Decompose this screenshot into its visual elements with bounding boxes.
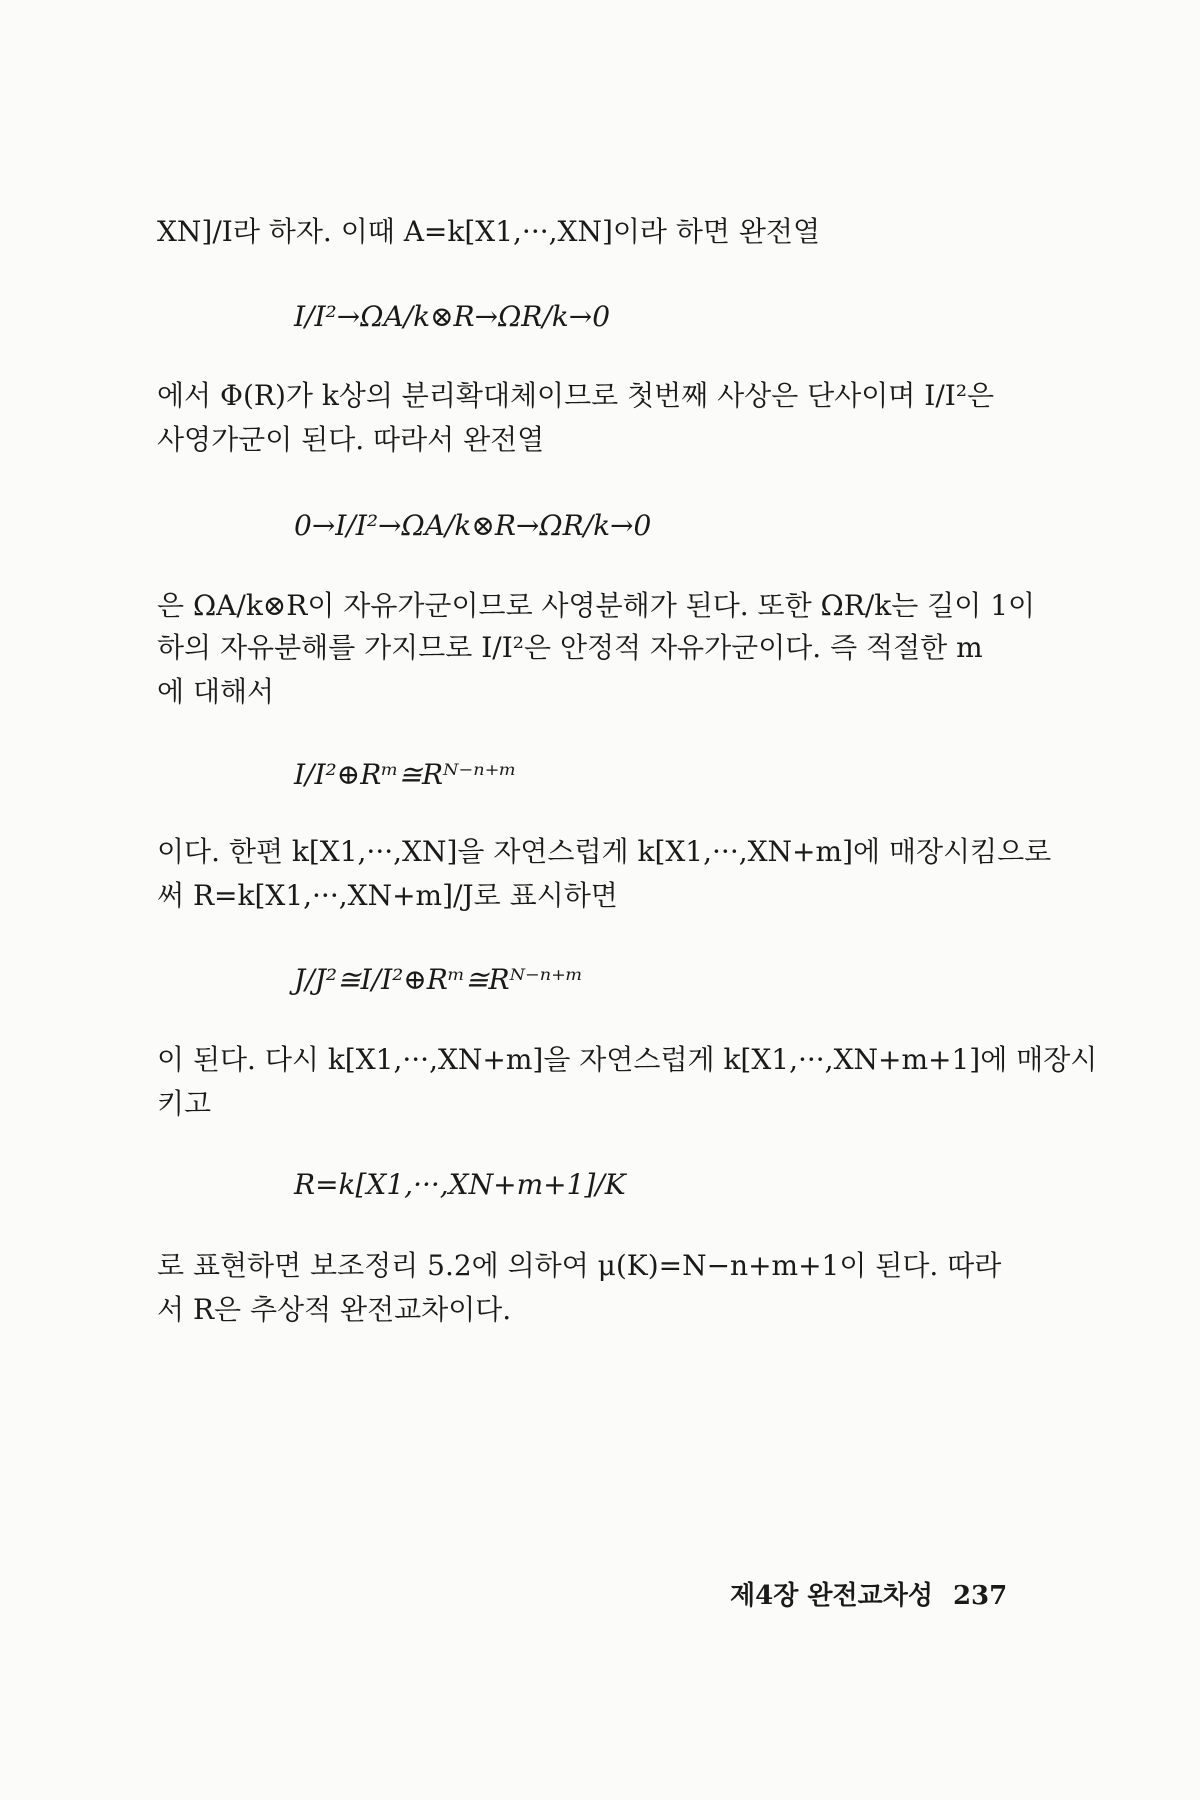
text-line-10: 키고 xyxy=(157,1087,212,1120)
text-line-4: 은 ΩA/k⊗R이 자유가군이므로 사영분해가 된다. 또한 ΩR/k는 길이 1이 xyxy=(157,589,1036,622)
text-line-8: 써 R=k[X1,···,XN+m]/J로 표시하면 xyxy=(157,879,618,912)
page-footer xyxy=(730,1578,1007,1614)
text-line-5: 하의 자유분해를 가지므로 I/I²은 안정적 자유가군이다. 즉 적절한 m xyxy=(157,631,983,664)
text-line-9: 이 된다. 다시 k[X1,···,XN+m]을 자연스럽게 k[X1,···,XN+m+1]에 매장시 xyxy=(157,1043,1098,1076)
text-line-6: 에 대해서 xyxy=(157,675,275,708)
text-line-1: XN]/I라 하자. 이때 A=k[X1,···,XN]이라 하면 완전열 xyxy=(157,215,821,248)
page-number: 237 xyxy=(952,1581,1008,1611)
equation-2: 0→I/I²→ΩA/k⊗R→ΩR/k→0 xyxy=(294,509,652,542)
text-line-11: 로 표현하면 보조정리 5.2에 의하여 μ(K)=N−n+m+1이 된다. 따라 xyxy=(157,1249,1002,1282)
equation-4: J/J²≅I/I²⊕Rᵐ≅Rᴺ⁻ⁿ⁺ᵐ xyxy=(294,963,584,996)
equation-3: I/I²⊕Rᵐ≅Rᴺ⁻ⁿ⁺ᵐ xyxy=(294,758,517,791)
text-line-3: 사영가군이 된다. 따라서 완전열 xyxy=(157,423,545,456)
text-line-7: 이다. 한편 k[X1,···,XN]을 자연스럽게 k[X1,···,XN+m]에 매장시킴으로 xyxy=(157,835,1052,868)
text-line-2: 에서 Φ(R)가 k상의 분리확대체이므로 첫번째 사상은 단사이며 I/I²은 xyxy=(157,379,995,412)
equation-1: I/I²→ΩA/k⊗R→ΩR/k→0 xyxy=(294,300,611,333)
equation-5: R=k[X1,···,XN+m+1]/K xyxy=(294,1168,626,1201)
chapter-title: 제4장 완전교차성 xyxy=(730,1581,933,1611)
text-line-12: 서 R은 추상적 완전교차이다. xyxy=(157,1293,512,1326)
